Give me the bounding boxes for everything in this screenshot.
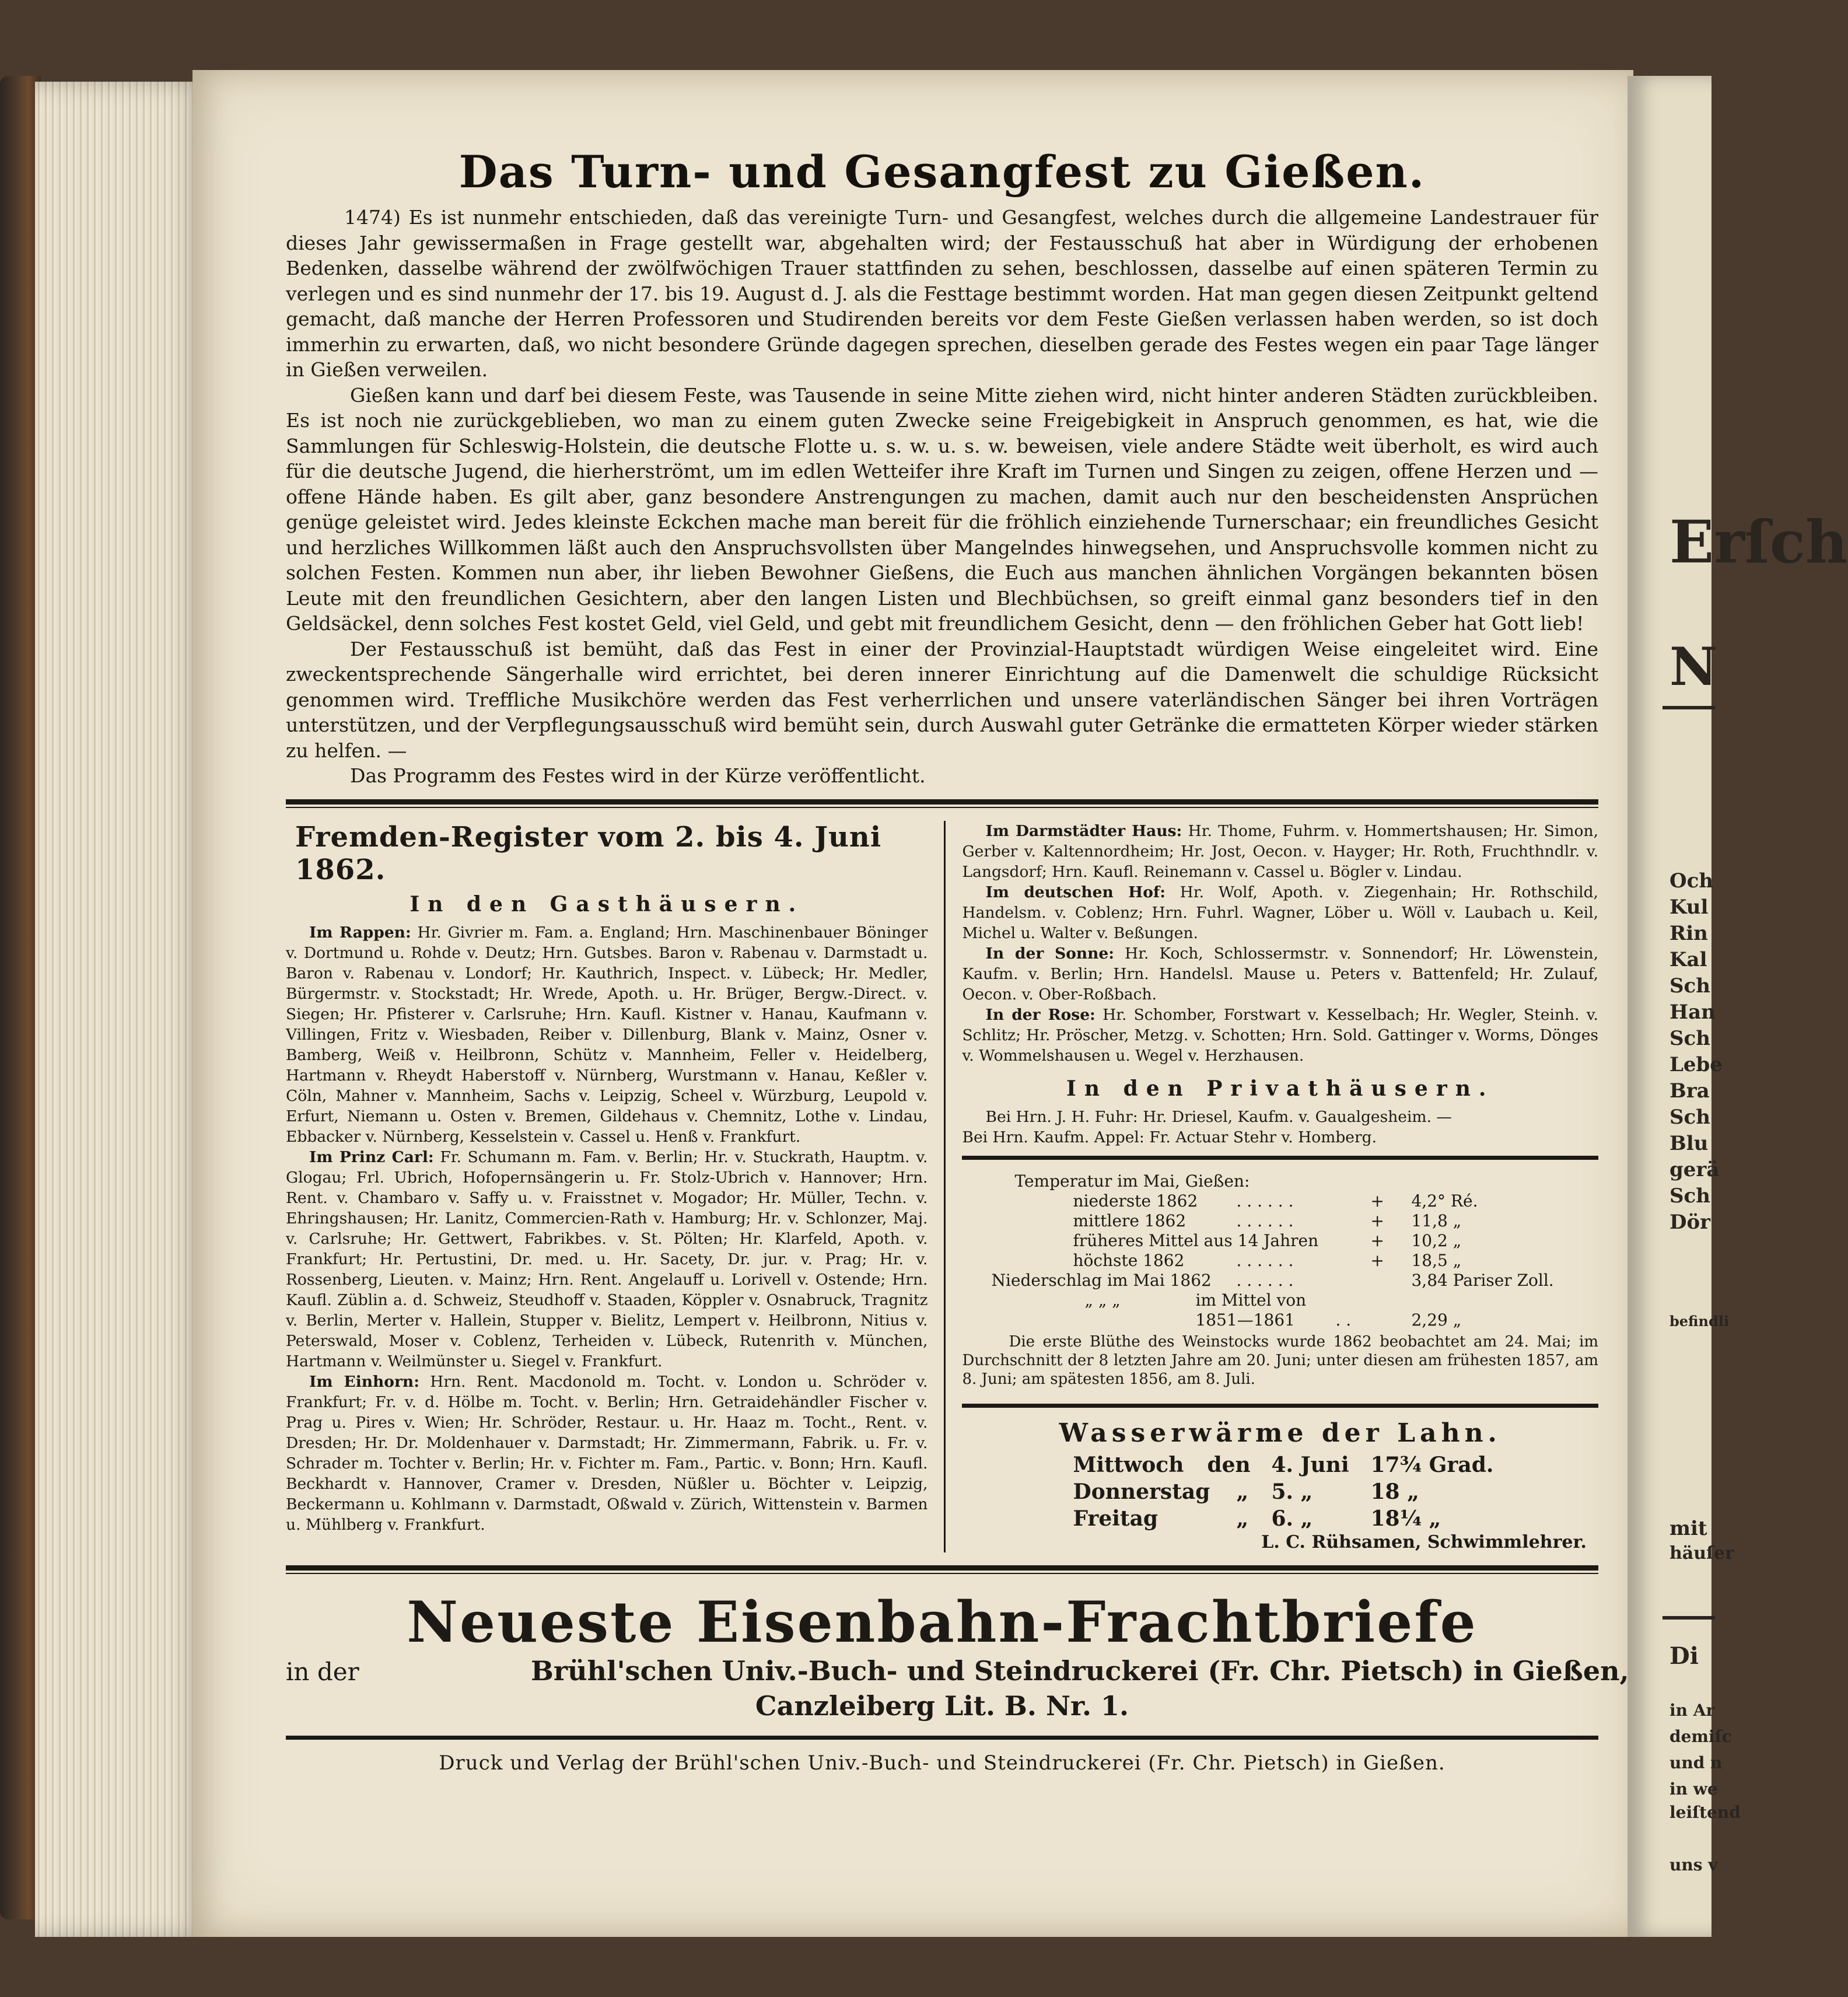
temp-sign: + xyxy=(1370,1211,1384,1230)
temp-value: 18,5 „ xyxy=(1411,1250,1462,1270)
water-day: Mittwoch xyxy=(1073,1452,1184,1477)
right-column xyxy=(944,821,1598,1552)
section-rule xyxy=(962,1404,1598,1408)
article-paragraph: 1474) Es ist nunmehr entschieden, daß das vereinigte Turn- und Gesangfest, welches durch die allgemeine Landestrauer für dieses Jahr gewissermaßen in Frage gestellt war, abgehalten wird; der Festausschuß hat aber in Würdigung der erhobenen Bedenken, dasselbe während der zwölfwöchigen Trauer stattfinden zu sehen, beschlossen, dasselbe auf einen späteren Termin zu verlegen und es sind nunmehr der 17. bis 19. August d. J. als die Festtage bestimmt worden. Hat man gegen diesen Zeitpunkt geltend gemacht, daß manche der Herren Professoren und Studirenden bereits vor dem Feste Gießen verlassen haben werden, so ist doch immerhin zu erwarten, daß, wo nicht besondere Gründe dagegen sprechen, dieselben gerade des Festes wegen ein paar Tage länger in Gießen verweilen. xyxy=(286,206,1598,381)
inn-guests: Hr. Koch, Schlossermstr. v. Sonnendorf; Hr. Löwenstein, Kaufm. v. Berlin; Hrn. Handelsl. Mause u. Peters v. Battenfeld; Hr. Zulauf, Oecon. v. Ober-Roßbach. xyxy=(962,944,1598,1003)
next-page-fragment: in Ar xyxy=(1670,1701,1715,1720)
inn-name: Im Prinz Carl: xyxy=(309,1148,434,1166)
next-page-fragment: Sch xyxy=(1670,1184,1710,1208)
inn-guests: Hr. Thome, Fuhrm. v. Hommertshausen; Hr. Simon, Gerber v. Kaltennordheim; Hr. Jost, Oecon. v. Hayger; Hr. Roth, Fruchthndlr. v. Langsdorf; Hrn. Kaufl. Reinemann v. Cassel u. Bögler v. Lindau. xyxy=(962,821,1598,881)
register-entry xyxy=(962,882,1598,943)
precip-dots: . . . . . . xyxy=(1236,1270,1294,1290)
next-page-fragment: Dör xyxy=(1670,1211,1711,1234)
temp-value: 11,8 „ xyxy=(1411,1211,1462,1230)
inn-name: In der Sonne: xyxy=(985,944,1115,963)
next-page-fragment: N xyxy=(1670,636,1718,698)
precipitation-mean-row-2 xyxy=(962,1310,1598,1330)
section-rule xyxy=(286,1565,1598,1571)
next-page-fragment: und n xyxy=(1670,1753,1723,1772)
temp-sign: + xyxy=(1370,1191,1384,1211)
water-row xyxy=(962,1478,1598,1505)
next-page-fragment: demiſc xyxy=(1670,1727,1732,1746)
next-page-rule xyxy=(1662,706,1715,709)
section-rule xyxy=(286,799,1598,805)
water-day: Donnerstag xyxy=(1073,1479,1210,1504)
water-mark: „ xyxy=(1236,1479,1249,1504)
ad-line xyxy=(286,1655,1629,1690)
ditto-marks: „ „ „ xyxy=(1084,1290,1121,1310)
next-page-fragment: häuſer xyxy=(1670,1543,1734,1564)
inn-name: Im Rappen: xyxy=(309,923,411,942)
inn-name: In der Rose: xyxy=(985,1005,1096,1024)
precipitation-row xyxy=(962,1271,1598,1290)
next-page-fragment: in we xyxy=(1670,1779,1718,1799)
inn-guests: Hr. Givrier m. Fam. a. England; Hrn. Maschinenbauer Böninger v. Dortmund u. Rohde v. Deutz; Hrn. Gutsbes. Baron v. Rabenau v. Darmstadt u. Baron v. Rabenau v. Londorf; Hr. Kauthrich, Inspect. v. Lübeck; Hr. Medler, Bürgermstr. v. Stockstadt; Hr. Wrede, Apoth. u. Hr. Brüger, Bergw.-Direct. v. Siegen; Hr. Pfisterer v. Carlsruhe; Hrn. Kaufl. Kistner v. Hanau, Kaufmann v. Villingen, Fritz v. Wiesbaden, Reiber v. Dillenburg, Blank v. Mainz, Osner v. Bamberg, Weiß v. Heilbronn, Schütz v. Mannheim, Feller v. Heidelberg, Hartmann v. Rheydt Haberstoff v. Nürnberg, Wurstmann v. Hanau, Keßler v. Cöln, Mahner v. Mannheim, Sachs v. Leipzig, Scheel v. Würzburg, Leupold v. Erfurt, Niemann u. Osten v. Bremen, Gildehaus v. Chemnitz, Lothe v. Lindau, Ebbacker v. Nürnberg, Kesselstein v. Cassel u. Henß v. Frankfurt. xyxy=(286,923,928,1146)
mean-value: 2,29 „ xyxy=(1411,1310,1462,1330)
section-rule xyxy=(286,1736,1598,1740)
inn-name: Im deutschen Hof: xyxy=(985,883,1166,901)
next-page-rule xyxy=(1662,1616,1715,1620)
water-row xyxy=(962,1452,1598,1478)
next-page-fragment: Erſch xyxy=(1670,508,1848,576)
next-page-fragment: gerä xyxy=(1670,1158,1720,1181)
precip-label: Niederschlag im Mai 1862 xyxy=(991,1270,1212,1290)
imprint-footer: Druck und Verlag der Brühl'schen Univ.-Buch- und Steindruckerei (Fr. Chr. Pietsch) in Gießen. xyxy=(439,1751,1446,1775)
temp-dots: . . . . . . xyxy=(1236,1191,1294,1211)
temperature-row xyxy=(962,1251,1598,1271)
water-day: Freitag xyxy=(1073,1506,1158,1531)
next-page-fragment: Och xyxy=(1670,869,1714,893)
next-page-fragment: uns v xyxy=(1670,1855,1718,1874)
inn-name: Im Einhorn: xyxy=(309,1372,419,1391)
water-signature: L. C. Rühsamen, Schwimmlehrer. xyxy=(1261,1531,1587,1552)
register-entry xyxy=(962,1005,1598,1066)
register-entry xyxy=(286,1147,928,1372)
next-page-fragment: Han xyxy=(1670,1001,1716,1024)
next-page-fragment: Blu xyxy=(1670,1132,1709,1155)
page-stack-edge xyxy=(35,82,210,1937)
section-rule-thin xyxy=(286,807,1598,808)
ad-address: Canzleiberg Lit. B. Nr. 1. xyxy=(755,1690,1129,1722)
inn-guests: Hrn. Rent. Macdonold m. Tocht. v. London u. Schröder v. Frankfurt; Fr. v. d. Hölbe m. Tocht. v. Berlin; Hrn. Getraidehändler Fischer v. Prag u. Pires v. Wien; Hr. Schröder, Restaur. u. Hr. Haaz m. Tocht., Rent. v. Dresden; Hr. Dr. Moldenhauer v. Darmstadt; Hr. Zimmermann, Fabrik. u. Fr. v. Schrader m. Tochter v. Berlin; Hr. v. Fichter m. Fam., Partic. v. Bonn; Hrn. Kaufl. Beckhardt v. Hannover, Cramer v. Dresden, Nüßler u. Böchter v. Leipzig, Beckermann u. Kohlmann v. Darmstadt, Oßwald v. Zürich, Wittenstein v. Barmen u. Mühlberg v. Frankfurt. xyxy=(286,1372,928,1534)
ad-prefix: in der xyxy=(286,1657,359,1686)
next-page-fragment: leiſtend xyxy=(1670,1803,1741,1822)
next-page-fragment: Kul xyxy=(1670,896,1709,919)
water-value: 18¼ „ xyxy=(1370,1506,1441,1531)
register-title: Fremden-Register vom 2. bis 4. Juni 1862. xyxy=(295,820,882,886)
water-value: 18 „ xyxy=(1370,1479,1419,1504)
inn-name: Im Darmstädter Haus: xyxy=(985,821,1182,840)
temp-value: 4,2° Ré. xyxy=(1411,1191,1478,1211)
adjacent-page xyxy=(1628,76,1848,1937)
article-paragraph: Das Programm des Festes wird in der Kürze veröffentlicht. xyxy=(350,764,926,787)
temp-dots: . . . . . . xyxy=(1236,1250,1294,1270)
inn-guests: Hr. Wolf, Apoth. v. Ziegenhain; Hr. Rothschild, Handelsm. v. Coblenz; Hrn. Fuhrl. Wagner, Löber u. Wöll v. Laubach u. Keil, Michel u. Walter v. Beßungen. xyxy=(962,883,1598,942)
next-page-fragment: Rin xyxy=(1670,922,1708,945)
article-paragraph: Gießen kann und darf bei diesem Feste, was Tausende in seine Mitte ziehen wird, nicht hinter anderen Städten zurückbleiben. Es ist noch nie zurückgeblieben, wo man zu einem guten Zwecke seine Freigebigkeit in Anspruch genommen, es hat, wie die Sammlungen für Schleswig-Holstein, die deutsche Flotte u. s. w. u. s. w. beweisen, viele andere Städte weit überholt, es wird auch für die deutsche Jugend, die hierherströmt, um im edlen Wetteifer ihre Kraft im Turnen und Singen zu zeigen, offene Herzen und — offene Hände haben. Es gilt aber, ganz besondere Anstrengungen zu machen, damit auch nur den bescheidensten Ansprüchen genüge geleistet wird. Jedes kleinste Eckchen mache man bereit für die fröhlich einziehende Turnerschaar; ein freundliches Gesicht und herzliches Willkommen läßt auch den Anspruchsvollsten über Mangelndes hinwegsehen, und Anspruchsvolle kommen nicht zu solchen Festen. Kommen nun aber, ihr lieben Bewohner Gießens, die Euch aus manchen ähnlichen Vorgängen bekannten bösen Leute mit den freundlichen Gesichtern, aber den langen Listen und Blechbüchsen, so greift einmal ganz besonders tief in den Geldsäckel, denn solches Fest kostet Geld, viel Geld, und gebt mit freundlichem Gesicht, denn — den fröhlichen Geber hat Gott lieb! xyxy=(286,383,1598,635)
temp-value: 10,2 „ xyxy=(1411,1230,1462,1250)
private-heading: In den Privathäusern. xyxy=(1066,1076,1494,1101)
article-paragraph: Der Festausschuß ist bemüht, daß das Fest in einer der Provinzial-Hauptstadt würdigen Weise eingeleitet wird. Eine zweckentsprechende Sängerhalle wird errichtet, bei deren innerer Einrichtung auf die Damenwelt die schuldige Rücksicht genommen wird. Treffliche Musikchöre werden das Fest verherrlichen und unsere vaterländischen Sänger bei ihren Vorträgen unterstützen, und der Verpflegungsausschuß wird bemüht sein, durch Auswahl guter Getränke die ermatteten Körper wieder stärken zu helfen. — xyxy=(286,637,1598,762)
temp-label: höchste 1862 xyxy=(1073,1250,1185,1270)
mean-dots: . . xyxy=(1335,1310,1352,1330)
temperature-heading: Temperatur im Mai, Gießen: xyxy=(1014,1171,1250,1191)
vine-blossom-note: Die erste Blüthe des Weinstocks wurde 1862 beobachtet am 24. Mai; im Durchschnitt der 8 letzten Jahre am 20. Juni; unter diesen am frühesten 1857, am 8. Juni; am spätesten 1856, am 8. Juli. xyxy=(962,1333,1598,1388)
temp-sign: + xyxy=(1370,1250,1384,1270)
water-row xyxy=(962,1505,1598,1532)
temp-sign: + xyxy=(1370,1230,1384,1250)
register-entry xyxy=(962,821,1598,882)
precipitation-mean-row xyxy=(962,1290,1598,1310)
next-page-fragment: Kal xyxy=(1670,948,1707,971)
two-column-section xyxy=(286,821,1598,1552)
temp-label: niederste 1862 xyxy=(1073,1191,1198,1211)
register-entry xyxy=(286,922,928,1147)
temperature-row xyxy=(962,1231,1598,1251)
next-page-fragment: Di xyxy=(1670,1642,1699,1670)
mean-label: im Mittel von xyxy=(1195,1290,1307,1310)
temp-dots: . . . . . . xyxy=(1236,1211,1294,1230)
next-page-fragment: Lebe xyxy=(1670,1053,1723,1076)
inn-guests: Hr. Schomber, Forstwart v. Kesselbach; Hr. Wegler, Steinh. v. Schlitz; Hr. Pröscher, Metzg. v. Schotten; Hrn. Sold. Gattinger v. Worms, Dönges v. Wommelshausen u. Wegel v. Herzhausen. xyxy=(962,1005,1598,1065)
register-entry xyxy=(286,1372,928,1535)
private-entry: Bei Hrn. Kaufm. Appel: Fr. Actuar Stehr v. Homberg. xyxy=(962,1128,1377,1146)
private-entry: Bei Hrn. J. H. Fuhr: Hr. Driesel, Kaufm. v. Gaualgesheim. — xyxy=(985,1107,1452,1126)
temperature-row xyxy=(962,1211,1598,1231)
page-content xyxy=(286,146,1629,1775)
water-date: 4. Juni xyxy=(1271,1452,1349,1477)
water-date: 6. „ xyxy=(1271,1506,1313,1531)
section-rule-thin xyxy=(286,1573,1598,1574)
temperature-row xyxy=(962,1191,1598,1211)
precip-value: 3,84 Pariser Zoll. xyxy=(1411,1270,1554,1290)
temp-label: früheres Mittel aus 14 Jahren xyxy=(1073,1230,1319,1250)
water-mark: den xyxy=(1207,1452,1251,1477)
next-page-fragment: Bra xyxy=(1670,1079,1710,1103)
left-column xyxy=(286,821,944,1552)
article-title: Das Turn- und Gesangfest zu Gießen. xyxy=(459,146,1426,198)
next-page-fragment: Sch xyxy=(1670,974,1710,998)
next-page-fragment: Sch xyxy=(1670,1106,1710,1129)
next-page-fragment: befindli xyxy=(1670,1313,1729,1330)
ad-printer: Brühl'schen Univ.-Buch- und Steindruckerei (Fr. Chr. Pietsch) in Gießen, xyxy=(531,1655,1629,1687)
next-page-fragment: mit xyxy=(1670,1517,1707,1540)
section-rule xyxy=(962,1156,1598,1160)
inn-guests: Fr. Schumann m. Fam. v. Berlin; Hr. v. Stuckrath, Hauptm. v. Glogau; Frl. Ubrich, Hofopernsängerin u. Fr. Stolz-Ubrich v. Hannover; Hrn. Rent. v. Chambaro v. Saffy u. v. Fraisstnet v. Mogador; Hr. Müller, Techn. v. Ehringshausen; Hr. Lanitz, Commercien-Rath v. Hamburg; Hr. v. Schlonzer, Maj. v. Carlsruhe; Hr. Gettwert, Fabrikbes. v. St. Pölten; Hr. Klarfeld, Apoth. v. Frankfurt; Hr. Pertustini, Dr. med. u. Hr. Sacety, Dr. jur. v. Prag; Hr. v. Rossenberg, Lieuten. v. Mainz; Hrn. Rent. Angelauff u. Lorivell v. Ostende; Hrn. Kaufl. Züblin a. d. Schweiz, Steudhoff v. Staaden, Köppler v. Osnabruck, Tragnitz v. Berlin, Merter v. Hallein, Stupper v. Bielitz, Lempert v. Heilbronn, Nitius v. Peterswald, Moser v. Coblenz, Terheiden v. Lübeck, Rutenrith v. München, Hartmann v. Weilmünster u. Siegel v. Frankfurt. xyxy=(286,1148,928,1370)
water-value: 17¾ Grad. xyxy=(1370,1452,1494,1477)
water-date: 5. „ xyxy=(1271,1479,1313,1504)
ad-title: Neueste Eisenbahn-Frachtbriefe xyxy=(407,1589,1478,1655)
inns-heading: In den Gasthäusern. xyxy=(410,891,804,917)
register-entry xyxy=(962,943,1598,1005)
water-mark: „ xyxy=(1236,1506,1249,1531)
temperature-table xyxy=(962,1171,1598,1389)
mean-years: 1851—1861 xyxy=(1195,1310,1295,1330)
water-temp-title: Wasserwärme der Lahn. xyxy=(1059,1418,1502,1448)
temp-label: mittlere 1862 xyxy=(1073,1211,1186,1230)
next-page-fragment: Sch xyxy=(1670,1027,1710,1050)
